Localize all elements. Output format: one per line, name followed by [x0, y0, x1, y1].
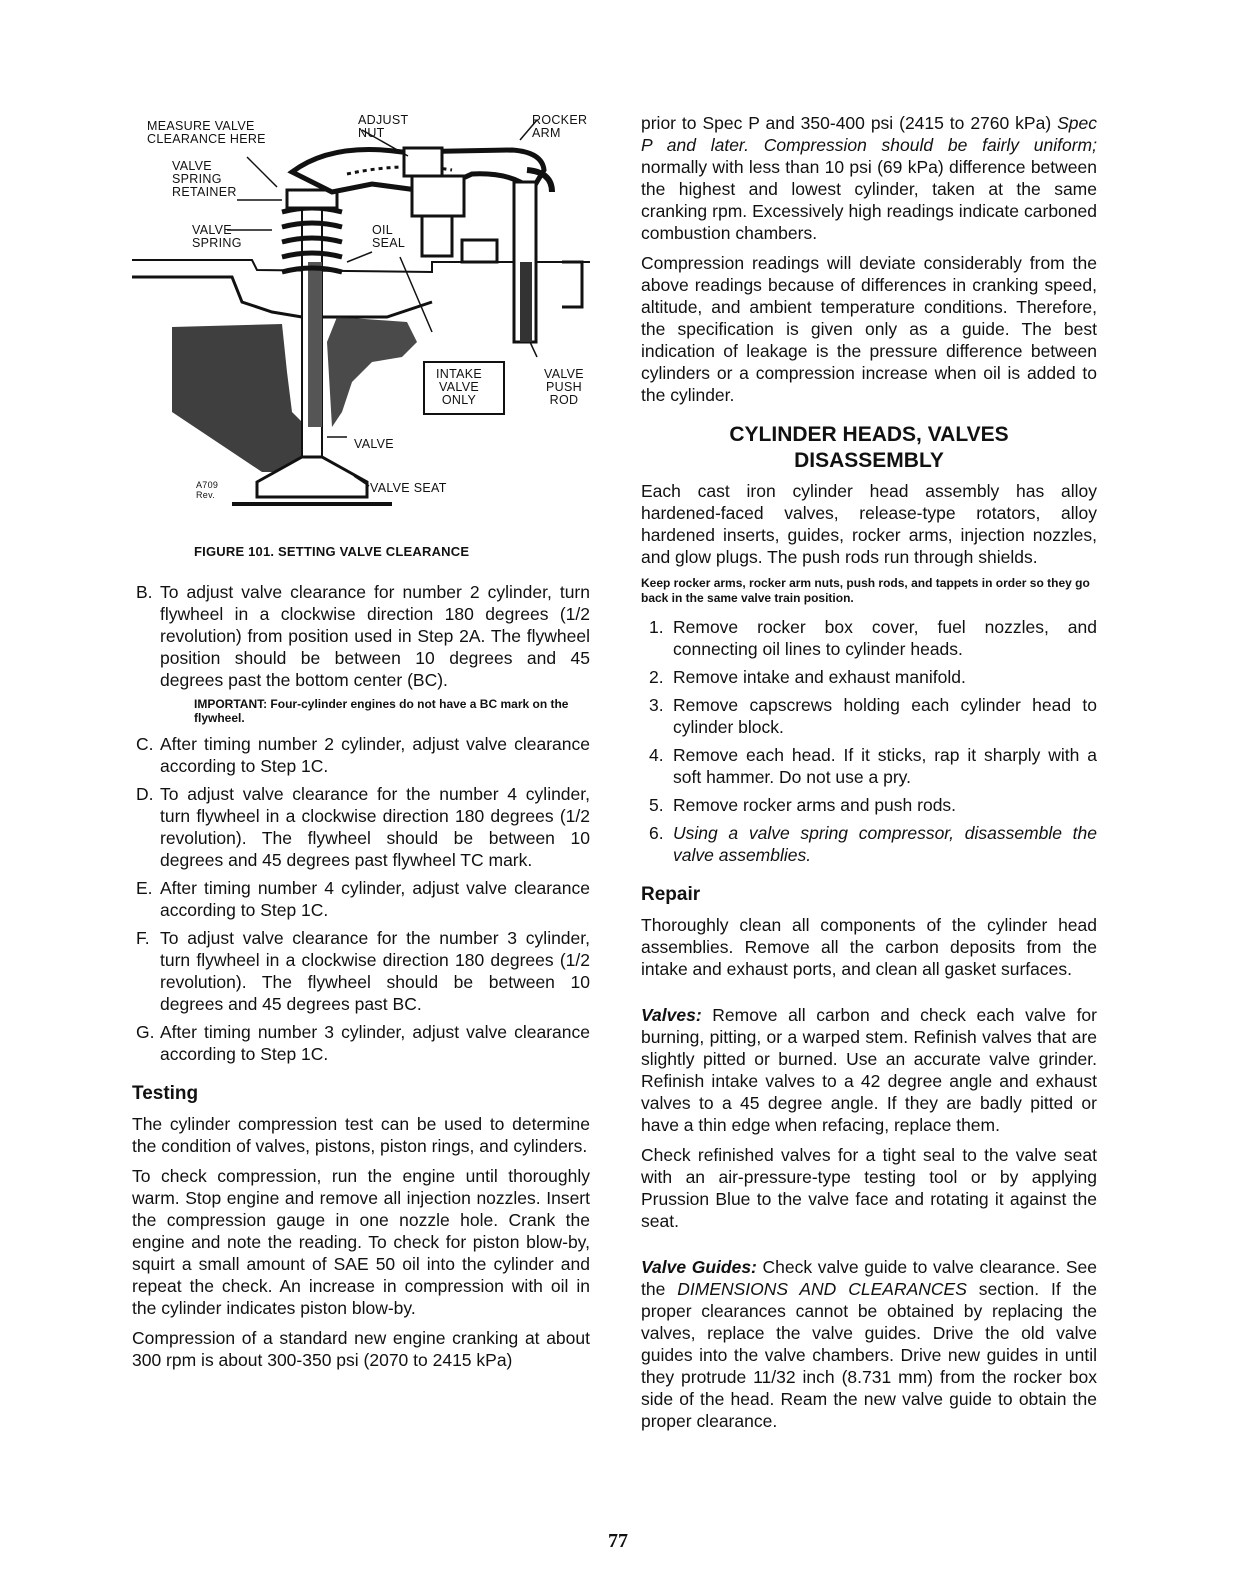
step-item: B. To adjust valve clearance for number 2 cylinder, turn flywheel in a clockwise direction 180 degrees (1/2 revolution) from position used in Step 2A. The flywheel position should be between 10 degrees and 45 degrees past the bottom center (BC). — [136, 582, 590, 690]
left-column — [132, 112, 590, 1379]
step-item: E. After timing number 4 cylinder, adjust valve clearance according to Step 1C. — [136, 878, 590, 920]
cylinder-intro: Each cast iron cylinder head assembly has alloy hardened-faced valves, release-type rotators, alloy hardened inserts, guides, rocker arms, injection nozzles, and glow plugs. The push rods run through shields. — [641, 481, 1097, 567]
right-column — [641, 112, 1097, 1440]
label-valve-seat: VALVE SEAT — [370, 481, 447, 495]
label-intake-valve-only: INTAKE VALVE ONLY — [436, 367, 483, 407]
valve-clearance-figure — [132, 112, 590, 532]
disassembly-list — [641, 616, 1097, 866]
step-item: C. After timing number 2 cylinder, adjust valve clearance according to Step 1C. — [136, 734, 590, 776]
valve-guides-paragraph: Valve Guides: Check valve guide to valve clearance. See the DIMENSIONS AND CLEARANCES section. If the proper clearances cannot be obtained by replacing the valves, replace the valve guides. Drive the old valve guides into the valve chambers. Drive new guides in until they protrude 11/32 inch (8.731 mm) from the rocker box side of the head. Ream the new valve guide to obtain the proper clearance. — [641, 1257, 1097, 1431]
list-item: 6. Using a valve spring compressor, disassemble the valve assemblies. — [649, 823, 1097, 865]
list-item: 2. Remove intake and exhaust manifold. — [649, 667, 966, 687]
cylinder-heads-heading: CYLINDER HEADS, VALVES DISASSEMBLY — [729, 423, 1009, 472]
list-item: 3. Remove capscrews holding each cylinder head to cylinder block. — [649, 695, 1097, 737]
repair-heading: Repair — [641, 884, 701, 905]
check-paragraph: Check refinished valves for a tight seal to the valve seat with an air-pressure-type testing tool or by applying Prussion Blue to the valve face and rotating it against the seat. — [641, 1145, 1097, 1231]
step-item: D. To adjust valve clearance for the number 4 cylinder, turn flywheel in a clockwise direction 180 degrees (1/2 revolution). The flywheel should be between 10 degrees and 45 degrees past flywheel TC mark. — [136, 784, 590, 870]
figure-caption: FIGURE 101. SETTING VALVE CLEARANCE — [194, 544, 470, 559]
repair-paragraph: Thoroughly clean all components of the cylinder head assemblies. Remove all the carbon deposits from the intake and exhaust ports, and clean all gasket surfaces. — [641, 915, 1097, 979]
valves-paragraph: Valves: Remove all carbon and check each valve for burning, pitting, or a warped stem. Refinish valves that are slightly pitted or burned. Use an accurate valve grinder. Refinish intake valves to a 42 degree angle and exhaust valves to a 45 degree angle. If they are badly pitted or have a thin edge when refacing, replace them. — [641, 1005, 1097, 1135]
deviation-paragraph: Compression readings will deviate considerably from the above readings because of differences in cranking speed, altitude, and ambient temperature conditions. Therefore, the specification is given only as a guide. The best indication of leakage is the pressure difference between cylinders or a compression increase when oil is added to the cylinder. — [641, 253, 1097, 405]
step-item: F. To adjust valve clearance for the number 3 cylinder, turn flywheel in a clockwise direction 180 degrees (1/2 revolution). The flywheel should be between 10 degrees and 45 degrees past BC. — [136, 928, 590, 1014]
label-oil-seal: OIL SEAL — [372, 223, 406, 250]
page-number: 77 — [608, 1530, 628, 1552]
label-rocker-arm: ROCKER ARM — [532, 113, 588, 140]
testing-heading: Testing — [132, 1083, 199, 1104]
step-list — [132, 581, 590, 1065]
label-adjust-nut: ADJUST NUT — [358, 113, 409, 140]
compression-paragraph: prior to Spec P and 350-400 psi (2415 to 2760 kPa) Spec P and later. Compression should be fairly uniform; normally with less than 10 psi (69 kPa) difference between the highest and lowest cylinder, taken at the same cranking rpm. Excessively high readings indicate carboned combustion chambers. — [641, 113, 1097, 243]
list-item: 4. Remove each head. If it sticks, rap it sharply with a soft hammer. Do not use a pry. — [649, 745, 1097, 787]
list-item: 5. Remove rocker arms and push rods. — [649, 795, 957, 815]
testing-paragraph-2: To check compression, run the engine until thoroughly warm. Stop engine and remove all injection nozzles. Insert the compression gauge in one nozzle hole. Crank the engine and note the reading. To check for piston blow-by, squirt a small amount of SAE 50 oil into the cylinder and repeat the check. An increase in compression with oil in the cylinder indicates piston blow-by. — [132, 1166, 590, 1318]
label-valve: VALVE — [354, 437, 394, 451]
testing-paragraph-3: Compression of a standard new engine cranking at about 300 rpm is about 300-350 psi (2070 to 2415 kPa) — [132, 1328, 590, 1370]
important-note: IMPORTANT: Four-cylinder engines do not have a BC mark on the flywheel. — [194, 697, 569, 725]
label-measure-valve-clearance: MEASURE VALVE CLEARANCE HERE — [147, 119, 266, 146]
order-note: Keep rocker arms, rocker arm nuts, push rods, and tappets in order so they go back in the same valve train position. — [641, 576, 1090, 605]
list-item: 1. Remove rocker box cover, fuel nozzles, and connecting oil lines to cylinder heads. — [649, 617, 1097, 659]
label-valve-spring-retainer: VALVE SPRING RETAINER — [172, 159, 237, 199]
label-valve-push-rod: VALVE PUSH ROD — [544, 367, 584, 407]
testing-paragraph-1: The cylinder compression test can be used to determine the condition of valves, pistons, piston rings, and cylinders. — [132, 1114, 590, 1156]
label-valve-spring: VALVE SPRING — [192, 223, 242, 250]
figure-code: A709 Rev. — [196, 480, 219, 500]
step-item: G. After timing number 3 cylinder, adjust valve clearance according to Step 1C. — [136, 1022, 590, 1064]
